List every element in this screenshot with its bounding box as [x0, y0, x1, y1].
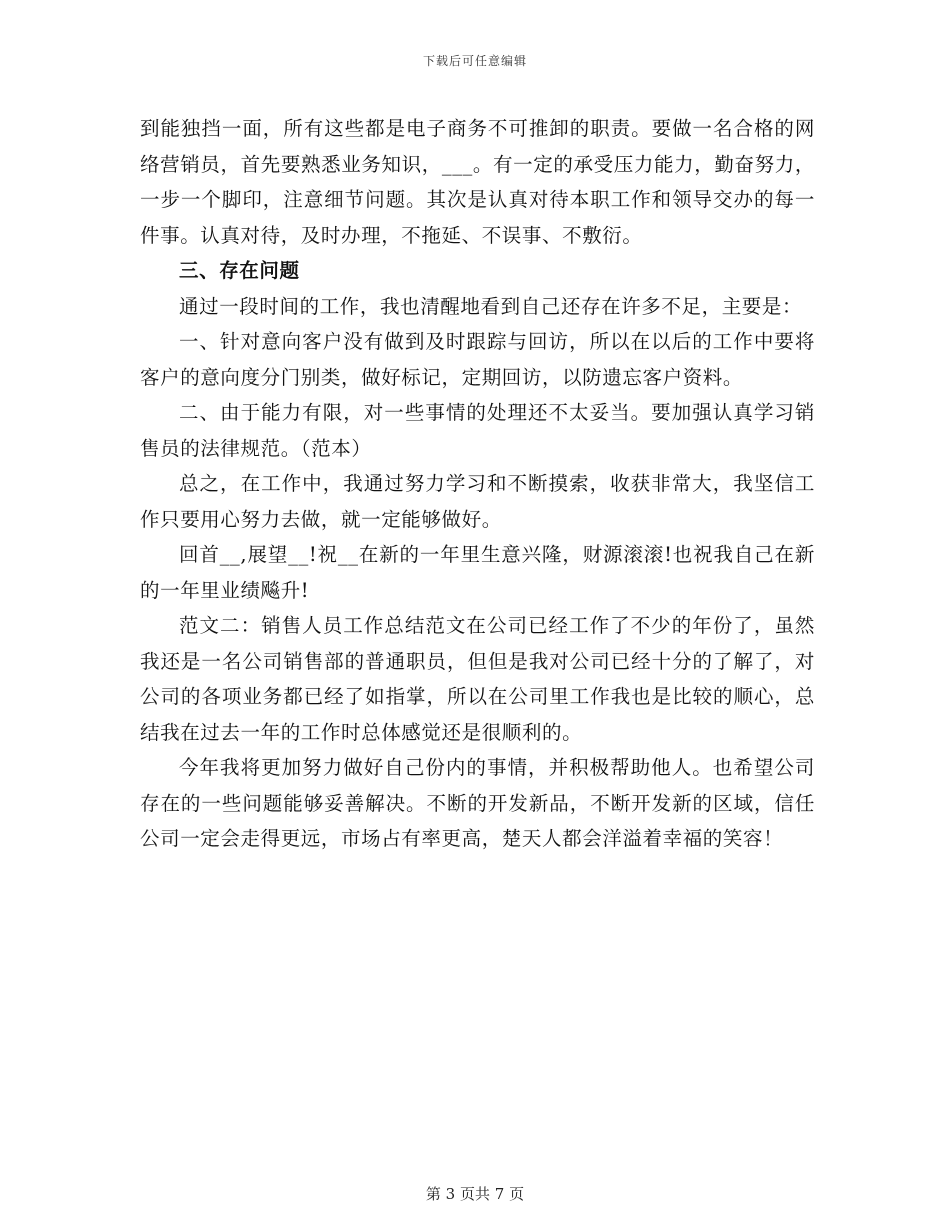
paragraph: 通过一段时间的工作，我也清醒地看到自己还存在许多不足，主要是：: [179, 294, 803, 318]
document-body: [140, 111, 815, 857]
paragraph: 回首__,展望__!祝__在新的一年里生意兴隆，财源滚滚!也祝我自己在新的一年里业绩飚升!: [140, 543, 815, 602]
paragraph: 二、由于能力有限，对一些事情的处理还不太妥当。要加强认真学习销售员的法律规范。（范本）: [140, 401, 815, 460]
paragraph: 今年我将更加努力做好自己份内的事情，并积极帮助他人。也希望公司存在的一些问题能够妥善解决。不断的开发新品，不断开发新的区域，信任公司一定会走得更远，市场占有率更高，楚天人都会洋溢着幸福的笑容！: [140, 756, 815, 850]
page-header: 下载后可任意编辑: [422, 54, 527, 68]
paragraph: 一、针对意向客户没有做到及时跟踪与回访，所以在以后的工作中要将客户的意向度分门别类，做好标记，定期回访，以防遗忘客户资料。: [140, 330, 815, 389]
paragraph-continuation: 到能独挡一面，所有这些都是电子商务不可推卸的职责。要做一名合格的网络营销员，首先要熟悉业务知识，___。有一定的承受压力能力，勤奋努力，一步一个脚印，注意细节问题。其次是认真对待本职工作和领导交办的每一件事。认真对待，及时办理，不拖延、不误事、不敷衍。: [140, 117, 815, 247]
page-footer: 第 3 页共 7 页: [425, 1185, 525, 1203]
paragraph: 总之，在工作中，我通过努力学习和不断摸索，收获非常大，我坚信工作只要用心努力去做，就一定能够做好。: [140, 472, 815, 531]
section-heading: 三、存在问题: [179, 259, 300, 282]
paragraph: 范文二：销售人员工作总结范文在公司已经工作了不少的年份了，虽然我还是一名公司销售部的普通职员，但但是我对公司已经十分的了解了，对公司的各项业务都已经了如指掌，所以在公司里工作我也是比较的顺心，总结我在过去一年的工作时总体感觉还是很顺利的。: [140, 614, 815, 744]
